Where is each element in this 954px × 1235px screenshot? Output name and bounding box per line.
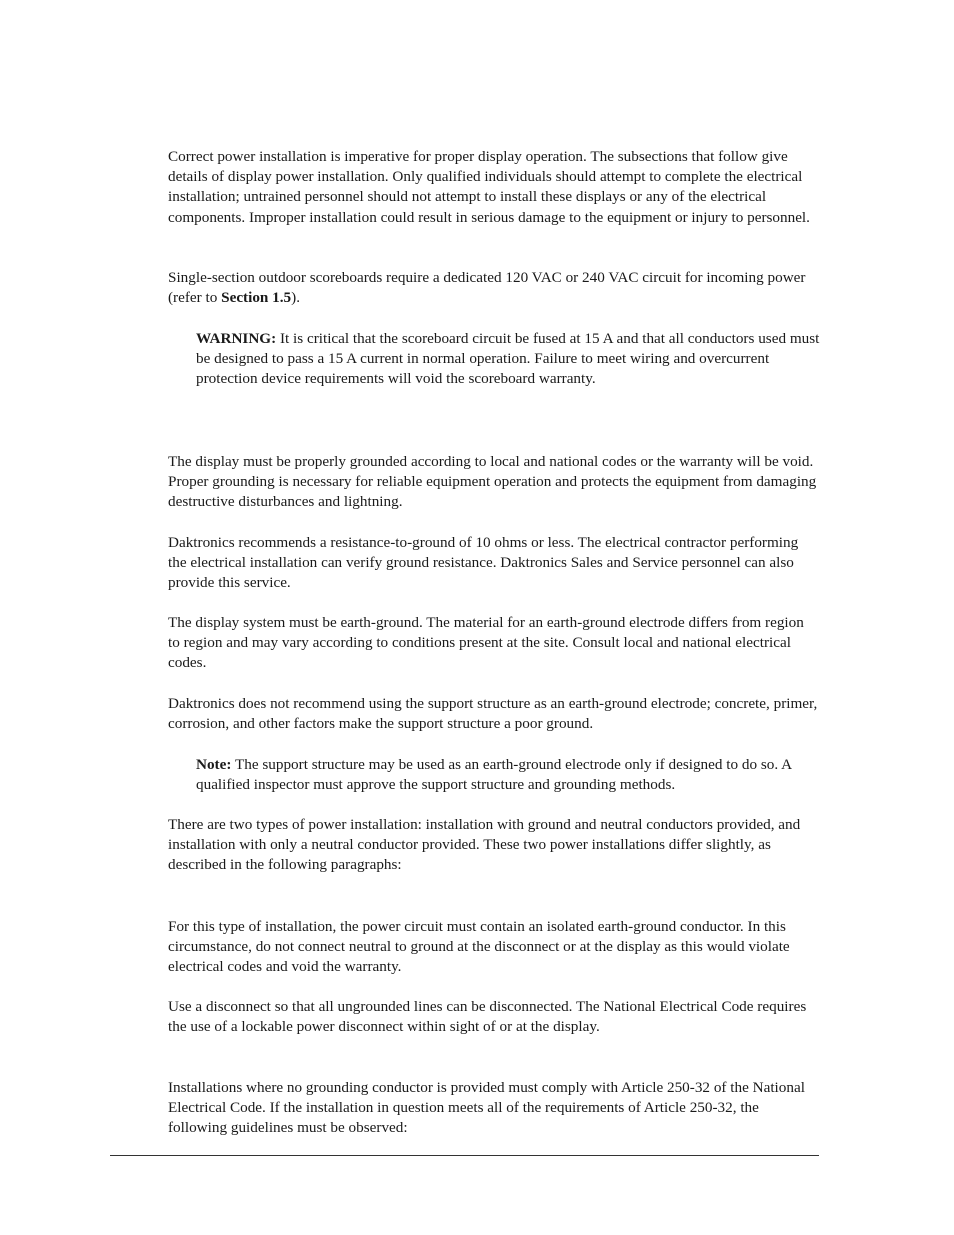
paragraph-grounding: The display must be properly grounded according to local and national codes or the warranty will be void. Proper grounding is necessary for reliable equipment operation and protects the equipment from damaging destructive disturbances and lightning. [168, 453, 817, 511]
paragraph-no-ground: Installations where no grounding conductor is provided must comply with Article 250-32 of the National Electrical Code. If the installation in question meets all of the requirements of Article 250-32, the following guidelines must be observed: [168, 1079, 805, 1137]
paragraph-support-structure: Daktronics does not recommend using the support structure as an earth-ground electrode; concrete, primer, corrosion, and other factors make the support structure a poor ground. [168, 695, 818, 733]
paragraph-power-intro: Correct power installation is imperative for proper display operation. The subsections that follow give details of display power installation. Only qualified individuals should attempt to complete the electrical installation; untrained personnel should not attempt to install these displays or any of the electrical components. Improper installation could result in serious damage to the equipment or injury to personnel. [168, 148, 810, 226]
paragraph-resistance: Daktronics recommends a resistance-to-ground of 10 ohms or less. The electrical contractor performing the electrical installation can verify ground resistance. Daktronics Sales and Service personnel can also provide this service. [168, 534, 799, 592]
warning-text: It is critical that the scoreboard circuit be fused at 15 A and that all conductors used must be designed to pass a 15 A current in normal operation. Failure to meet wiring and overcurrent protection device requirements will void the scoreboard warranty. [196, 330, 820, 388]
warning-label: WARNING: [196, 330, 277, 347]
section-reference: Section 1.5 [221, 289, 292, 307]
footer-rule [110, 1155, 819, 1156]
paragraph-disconnect: Use a disconnect so that all ungrounded lines can be disconnected. The National Electrical Code requires the use of a lockable power disconnect within sight of or at the display. [168, 998, 807, 1036]
circuit-text: Single-section outdoor scoreboards require a dedicated 120 VAC or 240 VAC circuit for incoming power (refer to [168, 269, 806, 307]
paragraph-ground-neutral: For this type of installation, the power circuit must contain an isolated earth-ground conductor. In this circumstance, do not connect neutral to ground at the disconnect or at the display as this would violate electrical codes and void the warranty. [168, 918, 790, 976]
paragraph-circuit-requirement [168, 268, 818, 308]
paragraph-earth-ground: The display system must be earth-ground. The material for an earth-ground electrode differs from region to region and may vary according to conditions present at the site. Consult local and national electrical codes. [168, 614, 804, 672]
paragraph-installation-types: There are two types of power installation: installation with ground and neutral conductors provided, and installation with only a neutral conductor provided. These two power installations differ slightly, as described in the following paragraphs: [168, 816, 801, 874]
note-block [196, 755, 820, 795]
note-text: The support structure may be used as an earth-ground electrode only if designed to do so. A qualified inspector must approve the support structure and grounding methods. [196, 756, 792, 794]
circuit-text-end: ). [291, 289, 301, 307]
note-label: Note: [196, 756, 232, 773]
warning-block [196, 329, 820, 390]
